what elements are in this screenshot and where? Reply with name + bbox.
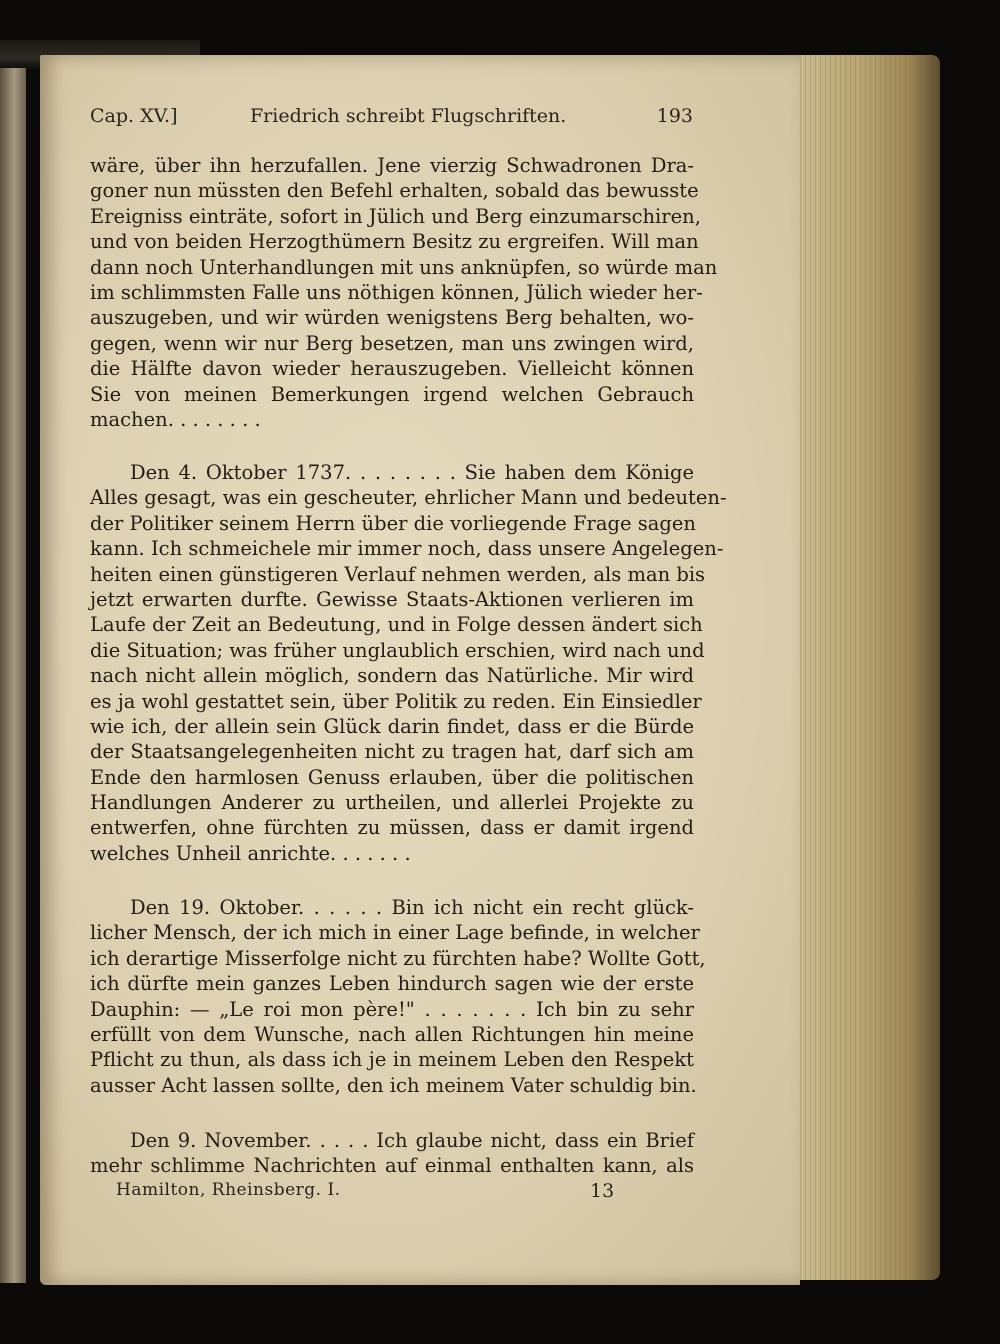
text-line: Dauphin: — „Le roi mon père!" . . . . . . . Ich bin zu sehr xyxy=(90,997,694,1021)
signature-mark: Hamilton, Rheinsberg. I. xyxy=(116,1180,341,1200)
text-line: im schlimmsten Falle uns nöthigen können, Jülich wieder her- xyxy=(90,280,703,304)
text-line: die Hälfte davon wieder herauszugeben. Vielleicht können xyxy=(90,357,694,381)
text-line: Sie von meinen Bemerkungen irgend welchen Gebrauch xyxy=(90,382,694,406)
text-line: ich dürfte mein ganzes Leben hindurch sagen wie der erste xyxy=(90,972,694,996)
page-footer xyxy=(90,1180,694,1204)
text-line: mehr schlimme Nachrichten auf einmal enthalten kann, als xyxy=(90,1154,694,1178)
text-line: licher Mensch, der ich mich in einer Lage befinde, in welcher xyxy=(90,921,700,945)
text-line: machen. . . . . . . . xyxy=(90,407,261,431)
text-line: ausser Acht lassen sollte, den ich meinem Vater schuldig bin. xyxy=(90,1073,697,1097)
text-line: Den 9. November. . . . . Ich glaube nicht, dass ein Brief xyxy=(130,1129,694,1152)
paragraph-1 xyxy=(90,153,718,432)
paragraph-3 xyxy=(90,895,706,1098)
text-line: Ende den harmlosen Genuss erlauben, über die politischen xyxy=(90,765,694,789)
text-line: der Politiker seinem Herrn über die vorliegende Frage sagen xyxy=(90,511,696,535)
sheet-number: 13 xyxy=(590,1180,615,1202)
text-line: dann noch Unterhandlungen mit uns anknüpfen, so würde man xyxy=(90,255,718,279)
text-line: auszugeben, und wir würden wenigstens Berg behalten, wo- xyxy=(90,306,694,330)
text-line: die Situation; was früher unglaublich erschien, wird nach und xyxy=(90,638,705,662)
paragraph-2 xyxy=(90,460,727,866)
page-edges xyxy=(790,55,940,1280)
text-line: wäre, über ihn herzufallen. Jene vierzig Schwadronen Dra- xyxy=(90,154,694,177)
text-line: Alles gesagt, was ein gescheuter, ehrlicher Mann und bedeuten- xyxy=(90,486,727,510)
text-line: wie ich, der allein sein Glück darin findet, dass er die Bürde xyxy=(90,714,694,738)
text-line: Handlungen Anderer zu urtheilen, und allerlei Projekte zu xyxy=(90,791,694,815)
page-number: 193 xyxy=(656,105,693,127)
text-line: Laufe der Zeit an Bedeutung, und in Folge dessen ändert sich xyxy=(90,613,703,637)
text-line: der Staatsangelegenheiten nicht zu tragen hat, darf sich am xyxy=(90,740,694,764)
text-line: welches Unheil anrichte. . . . . . . xyxy=(90,841,411,865)
text-line: ich derartige Misserfolge nicht zu fürchten habe? Wollte Gott, xyxy=(90,946,706,970)
text-line: Pflicht zu thun, als dass ich je in meinem Leben den Respekt xyxy=(90,1048,694,1072)
text-line: heiten einen günstigeren Verlauf nehmen werden, als man bis xyxy=(90,562,706,586)
text-line: Den 19. Oktober. . . . . . Bin ich nicht ein recht glück- xyxy=(130,896,694,919)
text-line: entwerfen, ohne fürchten zu müssen, dass er damit irgend xyxy=(90,816,694,840)
paragraph-4 xyxy=(90,1128,694,1179)
text-line: Den 4. Oktober 1737. . . . . . . . Sie haben dem Könige xyxy=(130,461,694,484)
running-header xyxy=(90,105,697,135)
text-line: Ereigniss einträte, sofort in Jülich und Berg einzumarschiren, xyxy=(90,204,701,228)
text-line: gegen, wenn wir nur Berg besetzen, man uns zwingen wird, xyxy=(90,331,694,355)
text-line: goner nun müssten den Befehl erhalten, sobald das bewusste xyxy=(90,179,699,203)
text-line: erfüllt von dem Wunsche, nach allen Richtungen hin meine xyxy=(90,1022,694,1046)
text-line: jetzt erwarten durfte. Gewisse Staats-Aktionen verlieren im xyxy=(90,587,694,611)
text-line: kann. Ich schmeichele mir immer noch, dass unsere Angelegen- xyxy=(90,537,724,561)
running-title: Friedrich schreibt Flugschriften. xyxy=(250,105,567,127)
text-line: und von beiden Herzogthümern Besitz zu ergreifen. Will man xyxy=(90,230,699,254)
text-line: nach nicht allein möglich, sondern das Natürliche. Mir wird xyxy=(90,664,694,688)
chapter-label: Cap. XV.] xyxy=(90,105,178,127)
left-page-edge xyxy=(0,68,26,1283)
text-line: es ja wohl gestattet sein, über Politik zu reden. Ein Einsiedler xyxy=(90,689,702,713)
